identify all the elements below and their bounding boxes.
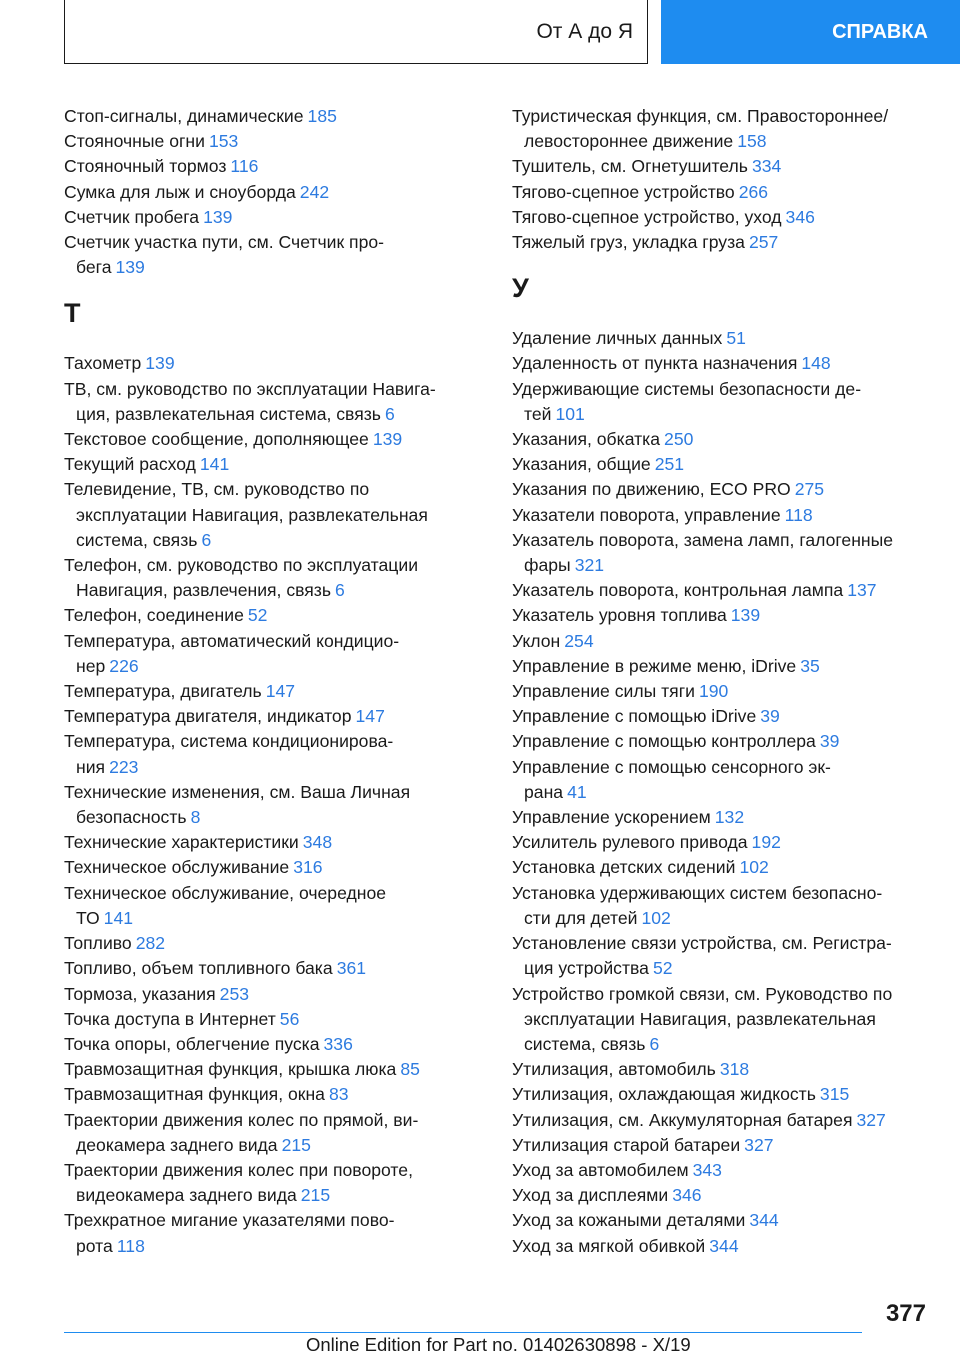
page-link[interactable]: 336 — [323, 1033, 353, 1054]
page-link[interactable]: 327 — [744, 1134, 774, 1155]
index-entry-text: Телефон, см. руководство по эксплуатации Навигация, развлечения, связь — [64, 555, 419, 601]
page-link[interactable]: 102 — [739, 857, 769, 878]
index-entry — [512, 1234, 932, 1259]
index-entry-text: Управление с помощью iDrive — [512, 706, 757, 727]
page-link[interactable]: 318 — [719, 1059, 750, 1080]
page-link[interactable]: 346 — [672, 1185, 702, 1206]
index-entry — [64, 377, 474, 427]
index-entry-text: Удерживающие системы безопасности де- тей — [512, 378, 862, 424]
page-link[interactable]: 139 — [115, 257, 145, 278]
index-entry — [512, 326, 932, 351]
index-entry — [64, 780, 474, 830]
index-entry — [512, 931, 932, 981]
index-entry — [512, 205, 932, 230]
index-entry-text: Температура двигателя, индикатор — [64, 706, 352, 727]
index-entry — [512, 679, 932, 704]
page-link[interactable]: 242 — [299, 181, 330, 202]
page-link[interactable]: 83 — [328, 1084, 349, 1105]
index-entry-text: Текстовое сообщение, дополняющее — [64, 429, 369, 450]
page-link[interactable]: 116 — [230, 156, 259, 177]
page-link[interactable]: 215 — [281, 1134, 311, 1155]
index-entry — [512, 1108, 932, 1133]
index-entry-text: Температура, двигатель — [64, 681, 262, 702]
index-entry-text: Туристическая функция, см. Правостороннее/ левостороннее движение — [512, 106, 889, 152]
page-link[interactable]: 39 — [819, 731, 840, 752]
index-entry — [512, 654, 932, 679]
page-link[interactable]: 139 — [730, 605, 761, 626]
page-link[interactable]: 334 — [751, 156, 782, 177]
index-entry — [512, 881, 932, 931]
index-entry — [64, 1007, 474, 1032]
page-link[interactable]: 148 — [801, 353, 831, 374]
index-entry — [64, 1158, 474, 1208]
tab-reference-label: СПРАВКА — [832, 20, 928, 43]
index-entry-text: Указатель поворота, контрольная лампа — [512, 580, 844, 601]
index-entry — [64, 351, 474, 376]
index-entry-text: Топливо, объем топливного бака — [64, 958, 333, 979]
section-letter: Т — [64, 298, 81, 329]
index-entry — [64, 679, 474, 704]
index-entry — [512, 729, 932, 754]
index-entry — [512, 104, 932, 154]
index-entry-text: Указатель уровня топлива — [512, 605, 727, 626]
index-entry-text: Температура, автоматический кондицио- нер — [64, 630, 400, 676]
index-entry — [512, 427, 932, 452]
page-link[interactable]: 190 — [698, 681, 729, 702]
index-entry — [64, 855, 474, 880]
page-link[interactable]: 147 — [355, 706, 385, 727]
page-link[interactable]: 35 — [800, 655, 820, 676]
page-link[interactable]: 118 — [784, 504, 813, 525]
page-link[interactable]: 132 — [714, 807, 745, 828]
page-link[interactable]: 85 — [400, 1059, 420, 1080]
index-entry-text: Траектории движения колес при повороте, видеокамера заднего вида — [64, 1159, 413, 1206]
index-entry-text: Телефон, соединение — [64, 605, 244, 626]
index-entry-text: Тягово-сцепное устройство — [512, 181, 735, 202]
index-entry — [64, 956, 474, 981]
index-entry-text: Технические характеристики — [64, 832, 299, 853]
index-entry — [64, 477, 474, 553]
index-entry-text: Тормоза, указания — [64, 983, 216, 1004]
index-entry-text: Усилитель рулевого привода — [512, 832, 748, 853]
index-entry-text: Уход за автомобилем — [512, 1159, 689, 1180]
index-entry — [512, 230, 932, 255]
index-entry-text: Травмозащитная функция, окна — [64, 1084, 325, 1105]
tab-a-to-z-label: От А до Я — [536, 19, 633, 43]
footer-divider — [64, 1332, 862, 1333]
page-link[interactable]: 215 — [300, 1185, 331, 1206]
page-link[interactable]: 139 — [203, 206, 233, 227]
index-entry — [64, 427, 474, 452]
page-link[interactable]: 56 — [279, 1008, 300, 1029]
index-entry — [64, 205, 474, 230]
page-link[interactable]: 41 — [567, 781, 587, 802]
index-entry — [64, 830, 474, 855]
page-link[interactable]: 223 — [109, 756, 139, 777]
index-entry-text: Уход за кожаными деталями — [512, 1210, 746, 1231]
index-entry-text: Технические изменения, см. Ваша Личная безопасность — [64, 781, 411, 828]
index-entry — [64, 1208, 474, 1258]
page-link[interactable]: 327 — [856, 1109, 886, 1130]
index-entry — [64, 729, 474, 779]
index-entry-text: Тяжелый груз, укладка груза — [512, 232, 745, 253]
index-entry-text: Уход за мягкой обивкой — [512, 1235, 706, 1256]
index-entry-text: Удаленность от пункта назначения — [512, 353, 798, 374]
index-entry — [512, 1208, 932, 1233]
index-entry — [64, 1082, 474, 1107]
index-entry-text: Установление связи устройства, см. Регистра- ция устройства — [512, 933, 892, 979]
index-entry — [64, 931, 474, 956]
page-link[interactable]: 344 — [709, 1235, 739, 1256]
index-entry — [64, 629, 474, 679]
index-entry — [64, 104, 474, 129]
index-entry — [64, 129, 474, 154]
index-entry-text: Указания, обкатка — [512, 429, 661, 450]
page-link[interactable]: 141 — [103, 907, 134, 928]
index-entry — [64, 881, 474, 931]
index-entry-text: Температура, система кондиционирова- ния — [64, 731, 394, 777]
index-entry — [64, 1032, 474, 1057]
page-link[interactable]: 39 — [760, 706, 780, 727]
index-entry-text: Техническое обслуживание, очередное ТО — [64, 882, 387, 928]
index-entry-text: Утилизация, охлаждающая жидкость — [512, 1084, 816, 1105]
page-link[interactable]: 275 — [794, 479, 825, 500]
index-entry-text: Тахометр — [64, 353, 142, 374]
index-entry-text: Удаление личных данных — [512, 328, 723, 349]
index-entry-text: Счетчик участка пути, см. Счетчик про- бега — [64, 232, 384, 278]
page-link[interactable]: 137 — [847, 580, 877, 601]
page-link[interactable]: 139 — [145, 353, 175, 374]
page-link[interactable]: 102 — [641, 907, 671, 928]
page-link[interactable]: 6 — [384, 403, 395, 424]
index-column-right — [512, 104, 932, 1259]
index-entry-text: Тушитель, см. Огнетушитель — [512, 156, 748, 177]
index-entry-text: Указатель поворота, замена ламп, галогенные фары — [512, 529, 894, 576]
index-entry — [512, 629, 932, 654]
index-entry-text: Указания по движению, ECO PRO — [512, 479, 791, 500]
index-entry-text: Управление с помощью контроллера — [512, 731, 816, 752]
page-link[interactable]: 118 — [116, 1235, 145, 1256]
index-entry-text: Утилизация старой батареи — [512, 1134, 741, 1155]
page-link[interactable]: 282 — [135, 933, 166, 954]
index-entry — [512, 855, 932, 880]
index-entry — [512, 1057, 932, 1082]
page-link[interactable]: 316 — [293, 857, 323, 878]
index-entry — [512, 503, 932, 528]
section-letter: У — [512, 273, 529, 304]
index-entry — [512, 830, 932, 855]
page-link[interactable]: 321 — [574, 555, 605, 576]
page-link[interactable]: 52 — [652, 958, 673, 979]
tab-a-to-z[interactable] — [64, 0, 648, 64]
page-link[interactable]: 6 — [649, 1033, 660, 1054]
page-link[interactable]: 253 — [219, 983, 250, 1004]
page-link[interactable]: 185 — [307, 106, 337, 126]
index-entry — [64, 230, 474, 280]
tab-reference[interactable] — [661, 0, 960, 64]
index-entry — [64, 982, 474, 1007]
index-entry-text: Указания, общие — [512, 454, 651, 475]
page-link[interactable]: 226 — [109, 655, 139, 676]
index-entry-text: Устройство громкой связи, см. Руководство по эксплуатации Навигация, развлекательная система, связь — [512, 983, 893, 1054]
page-link[interactable]: 344 — [749, 1210, 779, 1231]
index-entry — [512, 377, 932, 427]
index-entry — [512, 755, 932, 805]
index-entry — [64, 180, 474, 205]
page-link[interactable]: 139 — [372, 429, 403, 450]
footer — [306, 1334, 691, 1356]
index-entry — [512, 452, 932, 477]
index-entry — [512, 154, 932, 179]
index-entry-text: Указатели поворота, управление — [512, 504, 781, 525]
page-link[interactable]: 158 — [737, 131, 767, 152]
page-link[interactable]: 8 — [190, 807, 201, 828]
page-link[interactable]: 101 — [555, 403, 585, 424]
index-entry-text: Управление в режиме меню, iDrive — [512, 655, 797, 676]
index-entry-text: Точка опоры, облегчение пуска — [64, 1033, 320, 1054]
index-entry — [512, 1133, 932, 1158]
index-entry-text: Топливо — [64, 933, 132, 954]
index-entry-text: Утилизация, автомобиль — [512, 1059, 716, 1080]
index-entry-text: Травмозащитная функция, крышка люка — [64, 1059, 397, 1080]
index-entry-text: Стояночные огни — [64, 131, 205, 152]
index-entry — [512, 805, 932, 830]
index-entry — [64, 154, 474, 179]
page-link[interactable]: 348 — [302, 832, 333, 853]
index-entry — [512, 578, 932, 603]
index-entry-text: Уклон — [512, 630, 561, 651]
index-entry — [512, 528, 932, 578]
index-entry — [512, 477, 932, 502]
page-link[interactable]: 257 — [748, 232, 779, 253]
index-entry — [64, 704, 474, 729]
index-entry — [64, 1057, 474, 1082]
index-entry — [512, 1158, 932, 1183]
index-entry-text: Стояночный тормоз — [64, 156, 227, 177]
page-link[interactable]: 250 — [664, 429, 694, 450]
index-column-left — [64, 104, 474, 1259]
index-entry — [512, 704, 932, 729]
index-entry-text: Сумка для лыж и сноуборда — [64, 181, 296, 202]
index-entry — [512, 1183, 932, 1208]
index-entry-text: Счетчик пробега — [64, 206, 200, 227]
index-entry-text: ТВ, см. руководство по эксплуатации Навига- ция, развлекательная система, связь — [64, 378, 436, 424]
index-entry-text: Уход за дисплеями — [512, 1185, 669, 1206]
index-entry-text: Текущий расход — [64, 454, 196, 475]
page-link[interactable]: 361 — [336, 958, 367, 979]
page-link[interactable]: 346 — [785, 206, 815, 227]
index-entry-text: Телевидение, ТВ, см. руководство по эксплуатации Навигация, развлекательная система, связь — [64, 479, 428, 550]
page-link[interactable]: 6 — [201, 529, 212, 550]
index-entry — [512, 982, 932, 1058]
page-link[interactable]: 52 — [247, 605, 268, 626]
index-entry — [64, 1108, 474, 1158]
index-entry-text: Управление ускорением — [512, 807, 711, 828]
index-entry — [512, 351, 932, 376]
page-link[interactable]: 147 — [265, 681, 296, 702]
page-number: 377 — [885, 1300, 926, 1327]
index-entry — [512, 180, 932, 205]
index-entry-text: Стоп-сигналы, динамические — [64, 106, 304, 126]
index-entry — [64, 603, 474, 628]
page-link[interactable]: 343 — [692, 1159, 722, 1180]
index-entry-text: Утилизация, см. Аккумуляторная батарея — [512, 1109, 853, 1130]
index-entry — [512, 603, 932, 628]
page-link[interactable]: 51 — [726, 328, 746, 349]
page-link[interactable]: 315 — [819, 1084, 850, 1105]
page-link[interactable]: 6 — [335, 580, 345, 601]
index-entry-text: Установка удерживающих систем безопасно- сти для детей — [512, 882, 883, 928]
index-entry — [512, 1082, 932, 1107]
page-link[interactable]: 192 — [751, 832, 781, 853]
index-entry-text: Техническое обслуживание — [64, 857, 290, 878]
index-entry — [64, 553, 474, 603]
page-link[interactable]: 266 — [738, 181, 769, 202]
page-link[interactable]: 251 — [654, 454, 685, 475]
index-entry-text: Точка доступа в Интернет — [64, 1008, 276, 1029]
page-link[interactable]: 254 — [564, 630, 594, 651]
page-link[interactable]: 153 — [208, 131, 239, 152]
index-entry-text: Траектории движения колес по прямой, ви- деокамера заднего вида — [64, 1109, 419, 1155]
index-entry-text: Тягово-сцепное устройство, уход — [512, 206, 782, 227]
index-entry-text: Управление силы тяги — [512, 681, 695, 702]
index-entry-text: Установка детских сидений — [512, 857, 736, 878]
index-entry-text: Управление с помощью сенсорного эк- рана — [512, 756, 831, 802]
page-link[interactable]: 141 — [199, 454, 230, 475]
footer-edition: Online Edition for Part no. 01402630898 - X/19 — [306, 1334, 691, 1355]
index-entry — [64, 452, 474, 477]
index-entry-text: Трехкратное мигание указателями пово- рота — [64, 1210, 395, 1256]
